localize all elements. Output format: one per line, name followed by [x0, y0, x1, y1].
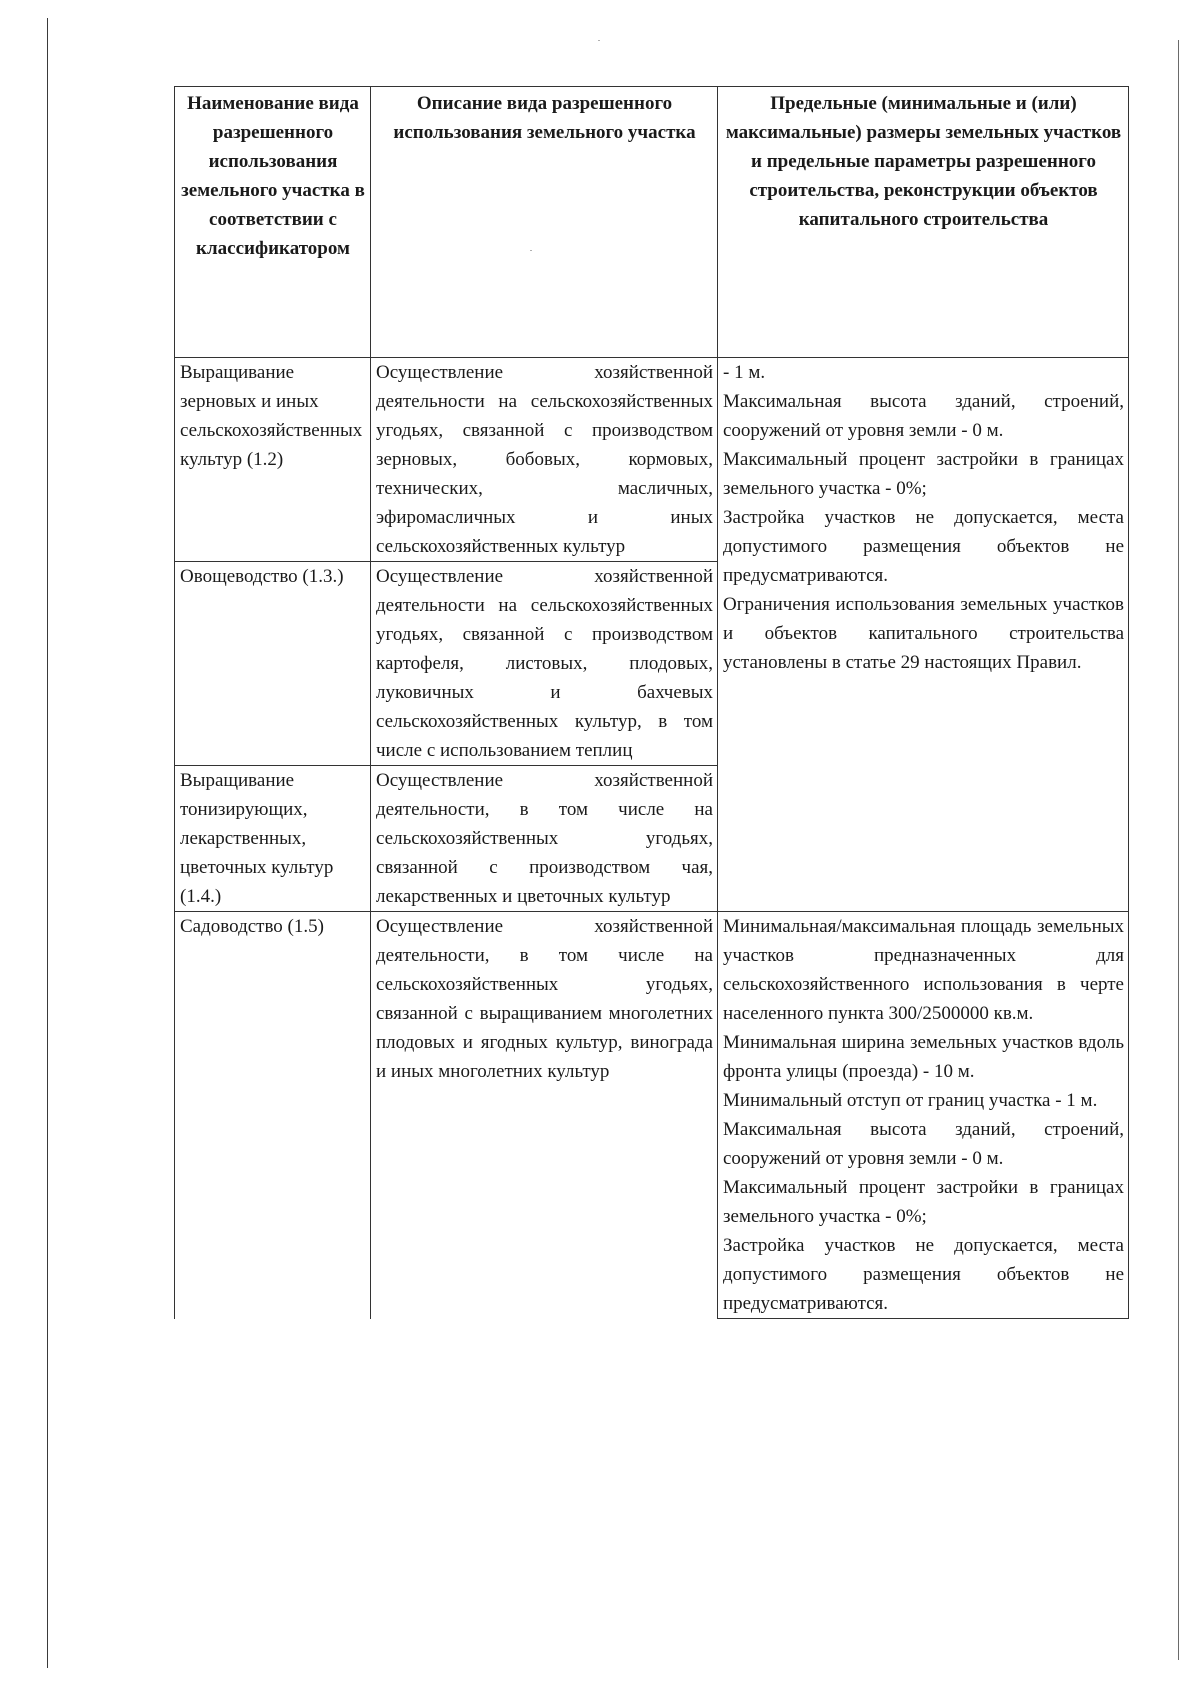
- header-description: Описание вида разрешенного использования земельного участка: [371, 87, 718, 358]
- header-parameters: Предельные (минимальные и (или) максимальные) размеры земельных участков и предельные параметры разрешенного строительства, реконструкции объектов капитального строительства: [718, 87, 1129, 358]
- use-name: Выращивание зерновых и иных сельскохозяйственных культур (1.2): [175, 358, 371, 562]
- parameter-line: Ограничения использования земельных участков и объектов капитального строительства установлены в статье 29 настоящих Правил.: [723, 594, 1124, 673]
- scan-right-edge: [1178, 40, 1179, 1660]
- parameter-line: Минимальная ширина земельных участков вдоль фронта улицы (проезда) - 10 м.: [723, 1032, 1124, 1082]
- use-name: Овощеводство (1.3.): [175, 562, 371, 766]
- parameter-line: Минимальный отступ от границ участка - 1 м.: [723, 1090, 1098, 1111]
- land-use-table: [174, 86, 1129, 1319]
- parameter-line: Застройка участков не допускается, места допустимого размещения объектов не предусматриваются.: [723, 1235, 1124, 1314]
- parameter-line: Минимальная/максимальная площадь земельных участков предназначенных для сельскохозяйственного использования в черте населенного пункта 300/2500000 кв.м.: [723, 916, 1124, 1024]
- parameter-line: Максимальная высота зданий, строений, сооружений от уровня земли - 0 м.: [723, 1119, 1124, 1169]
- parameter-line: Застройка участков не допускается, места допустимого размещения объектов не предусматриваются.: [723, 507, 1124, 586]
- use-name: Садоводство (1.5): [175, 912, 371, 1319]
- scan-left-edge: [47, 18, 48, 1668]
- parameter-line: Максимальная высота зданий, строений, сооружений от уровня земли - 0 м.: [723, 391, 1124, 441]
- parameter-line: - 1 м.: [723, 362, 766, 383]
- use-description: Осуществление хозяйственной деятельности, в том числе на сельскохозяйственных угодьях, связанной с производством чая, лекарственных и цветочных культур: [371, 766, 718, 912]
- use-description: Осуществление хозяйственной деятельности на сельскохозяйственных угодьях, связанной с производством зерновых, бобовых, кормовых, технических, масличных, эфиромасличных и иных сельскохозяйственных культур: [371, 358, 718, 562]
- parameter-line: Максимальный процент застройки в границах земельного участка - 0%;: [723, 1177, 1124, 1227]
- table-row: [175, 912, 1129, 1319]
- header-name: Наименование вида разрешенного использования земельного участка в соответствии с классификатором: [175, 87, 371, 358]
- parameter-line: Максимальный процент застройки в границах земельного участка - 0%;: [723, 449, 1124, 499]
- use-description: Осуществление хозяйственной деятельности, в том числе на сельскохозяйственных угодьях, связанной с выращиванием многолетних плодовых и ягодных культур, винограда и иных многолетних культур: [371, 912, 718, 1319]
- scan-speck: [598, 40, 600, 41]
- parameters-cell-group-2: [718, 912, 1129, 1319]
- table-header-row: [175, 87, 1129, 358]
- use-description: Осуществление хозяйственной деятельности на сельскохозяйственных угодьях, связанной с производством картофеля, листовых, плодовых, луковичных и бахчевых сельскохозяйственных культур, в том числе с использованием теплиц: [371, 562, 718, 766]
- use-name: Выращивание тонизирующих, лекарственных, цветочных культур (1.4.): [175, 766, 371, 912]
- parameters-cell-group-1: [718, 358, 1129, 912]
- table-row: [175, 358, 1129, 562]
